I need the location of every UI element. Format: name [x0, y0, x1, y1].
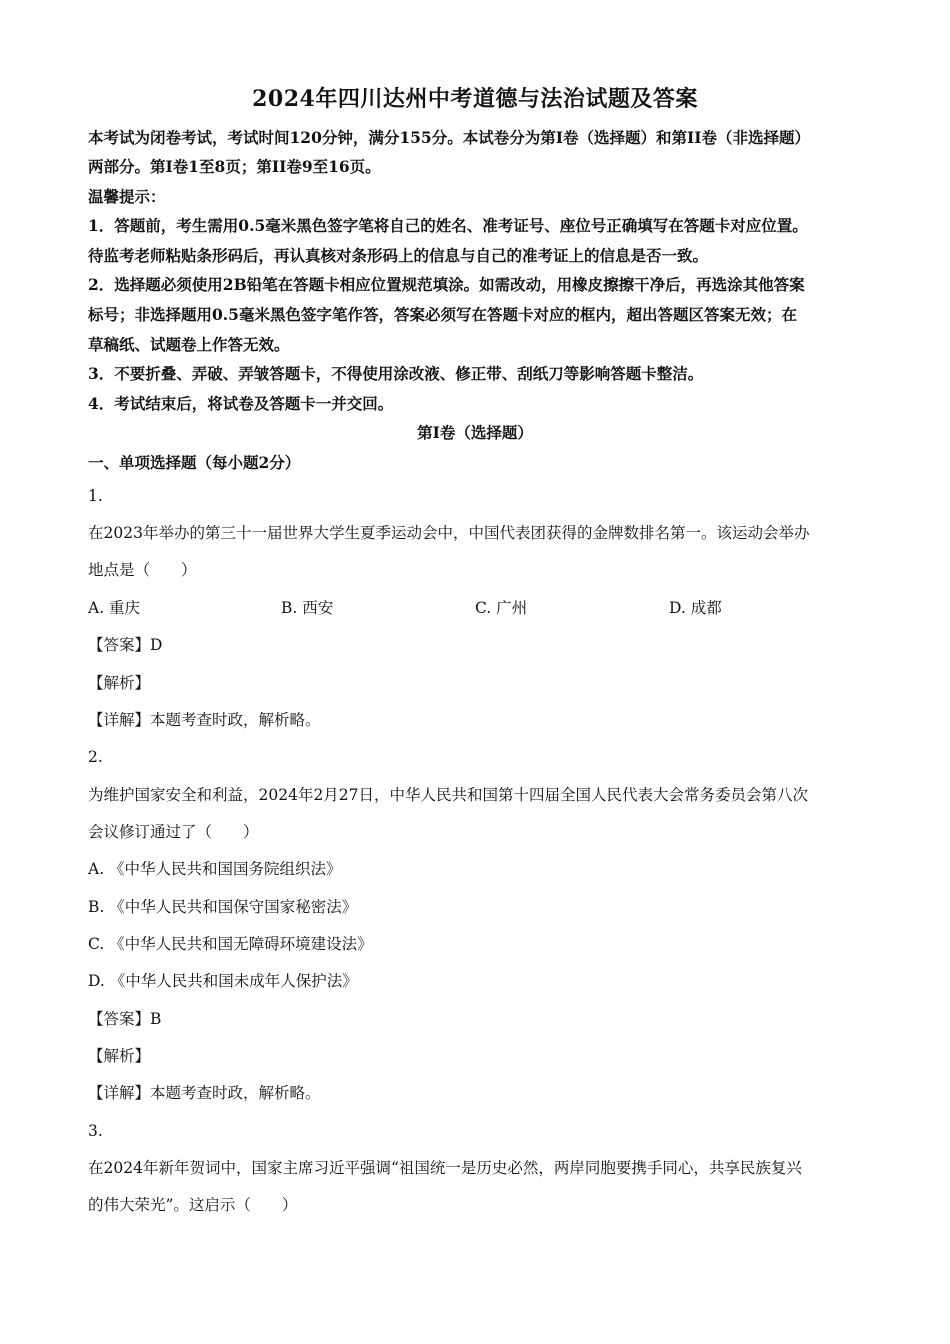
tip-line: 3．不要折叠、弄破、弄皱答题卡，不得使用涂改液、修正带、刮纸刀等影响答题卡整洁。 [88, 364, 704, 383]
option-c: C. 广州 [475, 599, 528, 617]
analysis-label: 【解析】 [88, 1047, 151, 1065]
question-number: 3. [88, 1122, 103, 1140]
tip-line: 2．选择题必须使用2B铅笔在答题卡相应位置规范填涂。如需改动，用橡皮擦擦干净后，再选涂其他答案 [88, 275, 805, 294]
option-b: B. 《中华人民共和国保守国家秘密法》 [88, 898, 358, 916]
option-d: D. 《中华人民共和国未成年人保护法》 [88, 972, 358, 990]
question-number: 2. [88, 748, 103, 766]
answer-label: 【答案】D [88, 636, 163, 654]
question-number: 1. [88, 487, 103, 505]
option-d: D. 成都 [669, 599, 722, 617]
option-b: B. 西安 [281, 599, 334, 617]
detail-text: 【详解】本题考查时政，解析略。 [88, 1084, 321, 1102]
tip-line: 1．答题前，考生需用0.5毫米黑色签字笔将自己的姓名、准考证号、座位号正确填写在答题卡对应位置。 [88, 216, 808, 235]
detail-text: 【详解】本题考查时政，解析略。 [88, 711, 321, 729]
question-stem: 在2023年举办的第三十一届世界大学生夏季运动会中，中国代表团获得的金牌数排名第一。该运动会举办 [88, 524, 810, 542]
tip-line: 草稿纸、试题卷上作答无效。 [88, 335, 290, 354]
intro-line-2: 两部分。第I卷1至8页；第II卷9至16页。 [88, 157, 381, 176]
option-a: A. 《中华人民共和国国务院组织法》 [88, 860, 342, 878]
question-stem: 为维护国家安全和利益，2024年2月27日，中华人民共和国第十四届全国人民代表大会常务委员会第八次 [88, 786, 809, 804]
option-c: C. 《中华人民共和国无障碍环境建设法》 [88, 935, 373, 953]
tip-line: 4．考试结束后，将试卷及答题卡一并交回。 [88, 394, 394, 413]
question-stem: 地点是（ ） [88, 561, 197, 579]
question-stem: 的伟大荣光”。这启示（ ） [88, 1196, 298, 1214]
intro-line-1: 本考试为闭卷考试，考试时间120分钟，满分155分。本试卷分为第I卷（选择题）和第II卷（非选择题） [88, 128, 810, 147]
document-title: 2024年四川达州中考道德与法治试题及答案 [252, 86, 698, 112]
option-a: A. 重庆 [88, 599, 141, 617]
tip-line: 待监考老师粘贴条形码后，再认真核对条形码上的信息与自己的准考证上的信息是否一致。 [88, 246, 709, 265]
tips-heading: 温馨提示： [88, 187, 166, 206]
section-title: 第Ⅰ卷（选择题） [417, 423, 533, 442]
question-stem: 会议修订通过了（ ） [88, 823, 259, 841]
analysis-label: 【解析】 [88, 674, 151, 692]
question-stem: 在2024年新年贺词中，国家主席习近平强调“祖国统一是历史必然，两岸同胞要携手同心，共享民族复兴 [88, 1159, 802, 1177]
tip-line: 标号；非选择题用0.5毫米黑色签字笔作答，答案必须写在答题卡对应的框内，超出答题区答案无效；在 [88, 305, 797, 324]
part-title: 一、单项选择题（每小题2分） [88, 453, 301, 472]
answer-label: 【答案】B [88, 1010, 162, 1028]
